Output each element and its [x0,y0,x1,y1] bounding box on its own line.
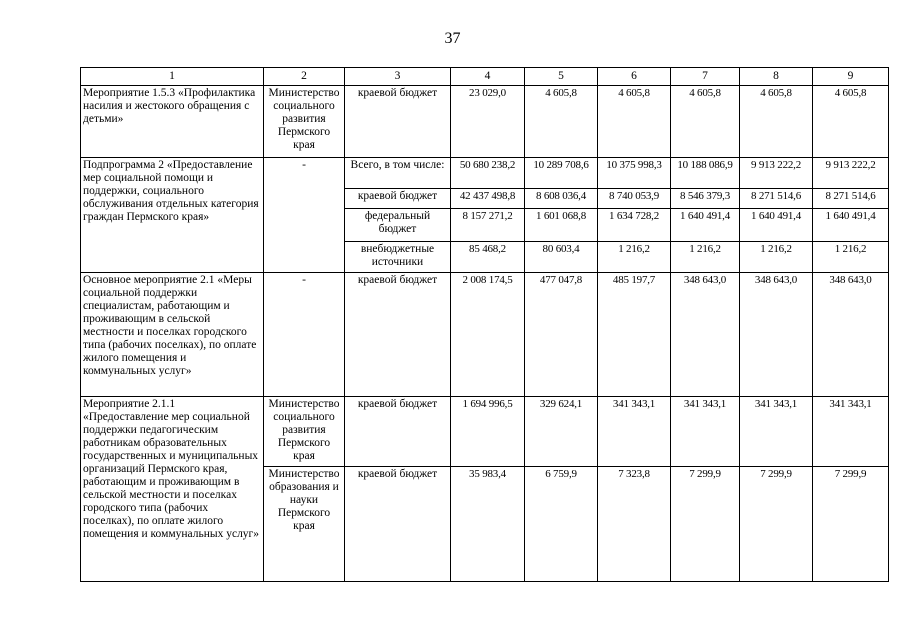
executor: - [264,273,345,397]
amount-cell: 23 029,0 [451,86,525,158]
amount-cell: 341 343,1 [671,397,740,467]
budget-table [80,67,889,582]
executor: Министерство образования и науки Пермского края [264,467,345,582]
amount-cell: 1 216,2 [813,242,889,273]
amount-cell: 7 323,8 [598,467,671,582]
amount-cell: 10 188 086,9 [671,158,740,189]
amount-cell: 8 608 036,4 [525,189,598,209]
column-header: 9 [813,68,889,86]
amount-cell: 8 271 514,6 [740,189,813,209]
activity-name: Подпрограмма 2 «Предоставление мер социальной помощи и поддержки, социального обслуживания отдельных категория граждан Пермского края» [81,158,264,273]
amount-cell: 4 605,8 [525,86,598,158]
funding-source: краевой бюджет [345,189,451,209]
table-row [81,273,889,397]
amount-cell: 1 216,2 [598,242,671,273]
amount-cell: 1 640 491,4 [671,209,740,242]
amount-cell: 6 759,9 [525,467,598,582]
amount-cell: 80 603,4 [525,242,598,273]
amount-cell: 329 624,1 [525,397,598,467]
funding-source: внебюджетные источники [345,242,451,273]
amount-cell: 348 643,0 [671,273,740,397]
activity-name: Мероприятие 2.1.1 «Предоставление мер социальной поддержки педагогическим работникам образовательных государственных и муниципальных организаций Пермского края, работающим и проживающим в сельской местности и поселках городского типа (рабочих поселках), по оплате жилого помещения и коммунальных услуг» [81,397,264,582]
amount-cell: 341 343,1 [598,397,671,467]
amount-cell: 8 740 053,9 [598,189,671,209]
amount-cell: 10 375 998,3 [598,158,671,189]
amount-cell: 50 680 238,2 [451,158,525,189]
amount-cell: 1 216,2 [740,242,813,273]
executor: Министерство социального развития Пермского края [264,86,345,158]
amount-cell: 8 271 514,6 [813,189,889,209]
column-header: 3 [345,68,451,86]
column-header: 1 [81,68,264,86]
amount-cell: 4 605,8 [740,86,813,158]
amount-cell: 8 546 379,3 [671,189,740,209]
column-header: 6 [598,68,671,86]
column-header: 4 [451,68,525,86]
table-row [81,158,889,189]
funding-source: краевой бюджет [345,467,451,582]
table-row [81,397,889,467]
amount-cell: 485 197,7 [598,273,671,397]
column-header: 5 [525,68,598,86]
executor: Министерство социального развития Пермского края [264,397,345,467]
amount-cell: 8 157 271,2 [451,209,525,242]
amount-cell: 7 299,9 [671,467,740,582]
amount-cell: 85 468,2 [451,242,525,273]
column-header: 2 [264,68,345,86]
amount-cell: 10 289 708,6 [525,158,598,189]
funding-source: федеральный бюджет [345,209,451,242]
amount-cell: 477 047,8 [525,273,598,397]
page-number: 37 [444,30,461,47]
amount-cell: 42 437 498,8 [451,189,525,209]
funding-source: краевой бюджет [345,397,451,467]
amount-cell: 1 640 491,4 [740,209,813,242]
funding-source: краевой бюджет [345,273,451,397]
funding-source: Всего, в том числе: [345,158,451,189]
amount-cell: 348 643,0 [740,273,813,397]
amount-cell: 348 643,0 [813,273,889,397]
executor: - [264,158,345,273]
column-header: 8 [740,68,813,86]
amount-cell: 35 983,4 [451,467,525,582]
amount-cell: 1 634 728,2 [598,209,671,242]
table-row [81,86,889,158]
amount-cell: 4 605,8 [813,86,889,158]
funding-source: краевой бюджет [345,86,451,158]
amount-cell: 4 605,8 [671,86,740,158]
activity-name: Мероприятие 1.5.3 «Профилактика насилия и жестокого обращения с детьми» [81,86,264,158]
amount-cell: 7 299,9 [740,467,813,582]
amount-cell: 9 913 222,2 [740,158,813,189]
amount-cell: 4 605,8 [598,86,671,158]
column-header: 7 [671,68,740,86]
amount-cell: 1 640 491,4 [813,209,889,242]
amount-cell: 341 343,1 [813,397,889,467]
amount-cell: 2 008 174,5 [451,273,525,397]
header-row [81,68,889,86]
amount-cell: 1 216,2 [671,242,740,273]
activity-name: Основное мероприятие 2.1 «Меры социальной поддержки специалистам, работающим и проживающим в сельской местности и поселках городского типа (рабочих поселках), по оплате жилого помещения и коммунальных услуг» [81,273,264,397]
amount-cell: 7 299,9 [813,467,889,582]
amount-cell: 1 601 068,8 [525,209,598,242]
amount-cell: 341 343,1 [740,397,813,467]
amount-cell: 1 694 996,5 [451,397,525,467]
amount-cell: 9 913 222,2 [813,158,889,189]
